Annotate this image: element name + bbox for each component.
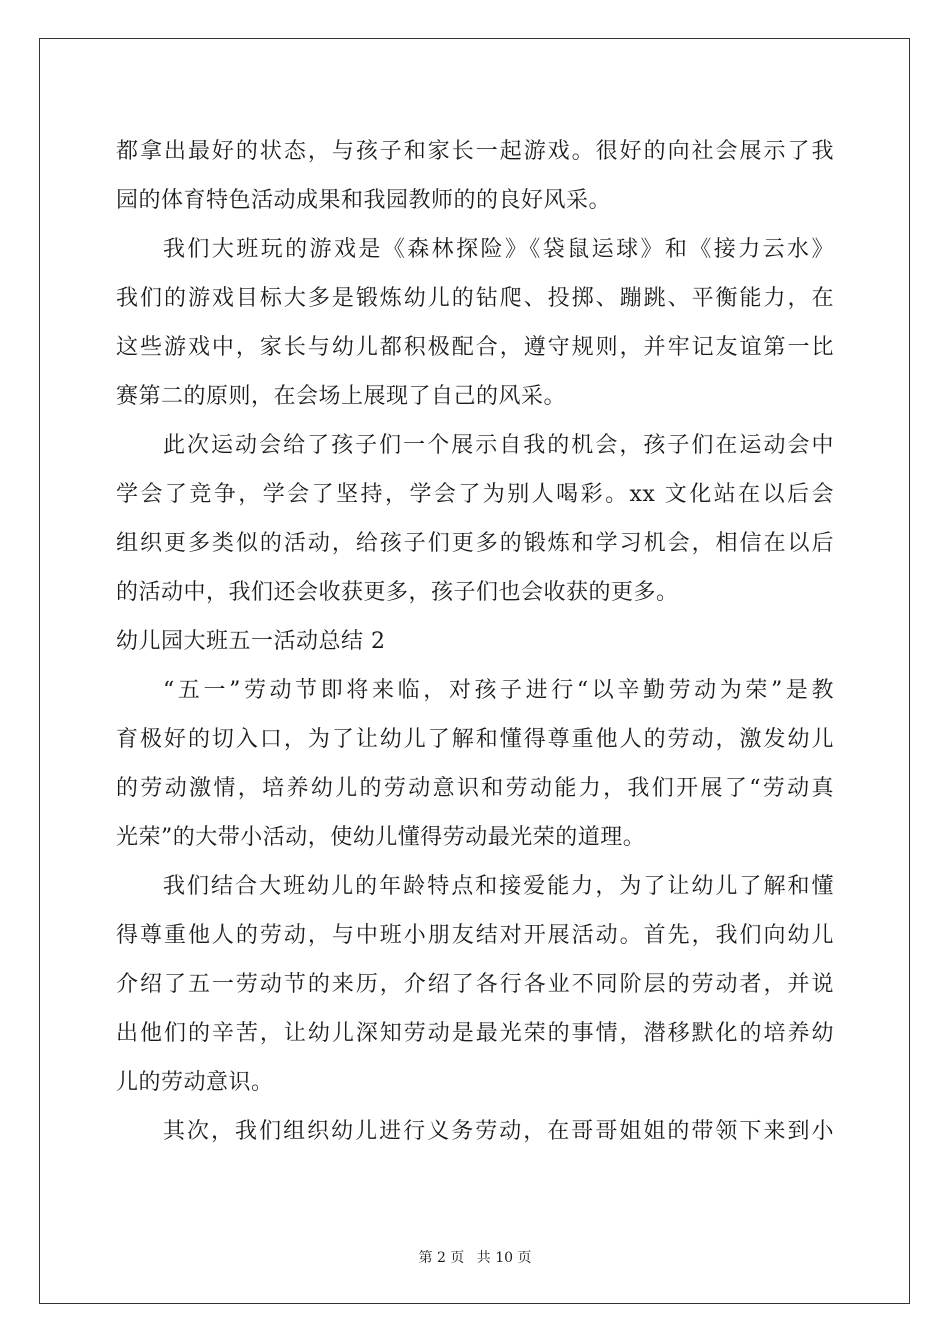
- text-line: 我们结合大班幼儿的年龄特点和接爱能力，为了让幼儿了解和懂: [163, 874, 834, 899]
- page-footer: [0, 1247, 950, 1267]
- text-line: 园的体育特色活动成果和我园教师的的良好风采。: [116, 188, 612, 213]
- text-line: 我们大班玩的游戏是《森林探险》《袋鼠运球》和《接力云水》: [163, 237, 834, 262]
- text-line: 都拿出最好的状态，与孩子和家长一起游戏。很好的向社会展示了我: [116, 139, 834, 164]
- text-line: 育极好的切入口，为了让幼儿了解和懂得尊重他人的劳动，激发幼儿: [116, 727, 834, 752]
- page-number: 第 2 页: [418, 1250, 465, 1266]
- text-line: 组织更多类似的活动，给孩子们更多的锻炼和学习机会，相信在以后: [116, 531, 834, 556]
- text-line: 的劳动激情，培养幼儿的劳动意识和劳动能力，我们开展了“劳动真: [116, 776, 834, 801]
- text-line: 其次，我们组织幼儿进行义务劳动，在哥哥姐姐的带领下来到小: [163, 1119, 834, 1144]
- text-line: 的活动中，我们还会收获更多，孩子们也会收获的更多。: [116, 580, 679, 605]
- text-line: 我们的游戏目标大多是锻炼幼儿的钻爬、投掷、蹦跳、平衡能力，在: [116, 286, 834, 311]
- text-line: 赛第二的原则，在会场上展现了自己的风采。: [116, 384, 567, 409]
- text-line: 幼儿园大班五一活动总结 2: [116, 629, 386, 654]
- page-total: 共 10 页: [476, 1250, 532, 1266]
- text-line: 出他们的辛苦，让幼儿深知劳动是最光荣的事情，潜移默化的培养幼: [116, 1021, 834, 1046]
- text-line: “五一”劳动节即将来临，对孩子进行“以辛勤劳动为荣”是教: [163, 678, 834, 703]
- text-line: 此次运动会给了孩子们一个展示自我的机会，孩子们在运动会中: [163, 433, 834, 458]
- document-body: [116, 127, 834, 1156]
- text-line: 儿的劳动意识。: [116, 1070, 274, 1095]
- text-line: 介绍了五一劳动节的来历，介绍了各行各业不同阶层的劳动者，并说: [116, 972, 834, 997]
- text-line: 得尊重他人的劳动，与中班小朋友结对开展活动。首先，我们向幼儿: [116, 923, 834, 948]
- text-line: 光荣”的大带小活动，使幼儿懂得劳动最光荣的道理。: [116, 825, 646, 850]
- text-line: 这些游戏中，家长与幼儿都积极配合，遵守规则，并牢记友谊第一比: [116, 335, 834, 360]
- text-line: 学会了竞争，学会了坚持，学会了为别人喝彩。xx 文化站在以后会: [116, 482, 834, 507]
